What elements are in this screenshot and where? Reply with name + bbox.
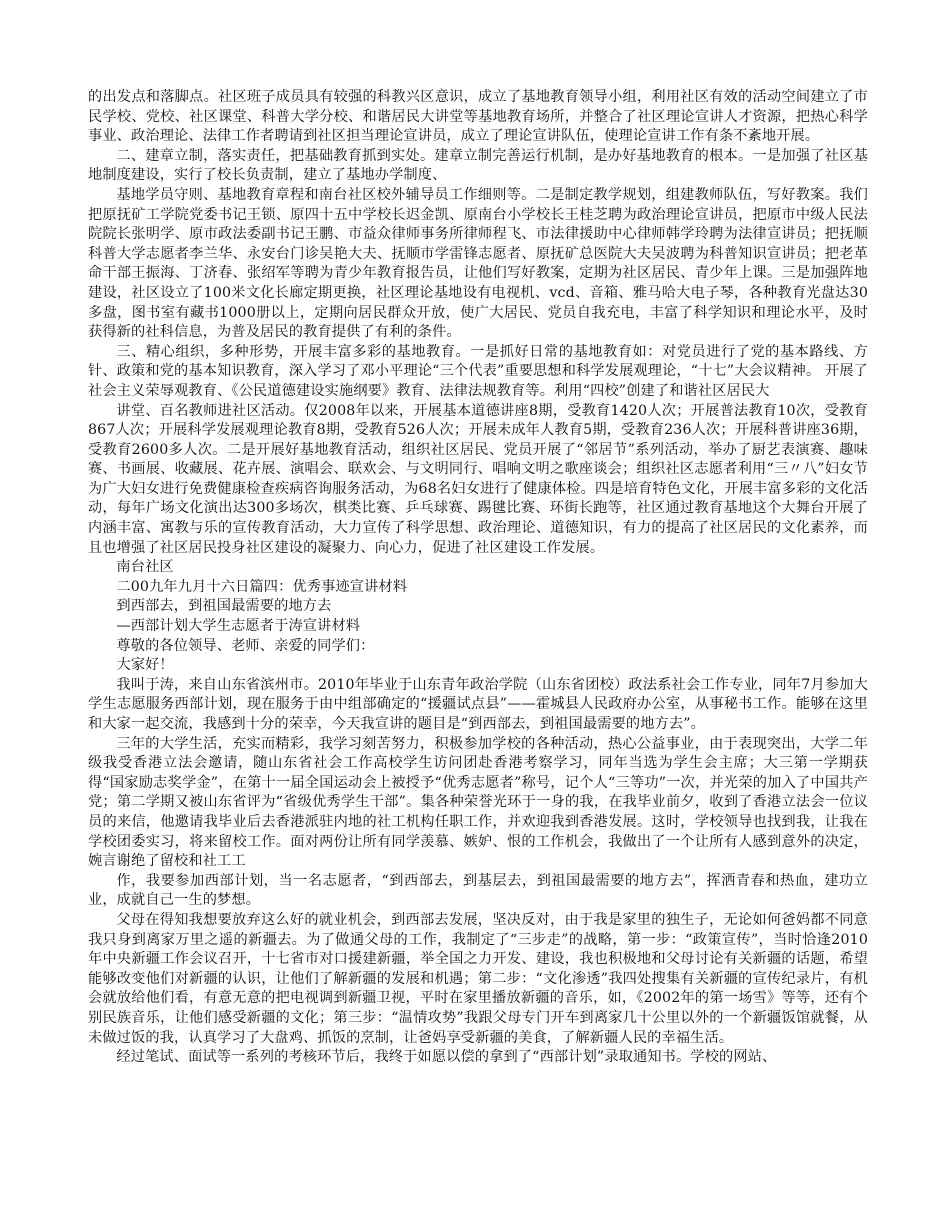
paragraph: 经过笔试、面试等一系列的考核环节后，我终于如愿以偿的拿到了“西部计划”录取通知书。学校的网站、 (116, 1049, 777, 1066)
salutation: 尊敬的各位领导、老师、亲爱的同学们： (116, 637, 375, 654)
paragraph: 三、精心组织，多种形势，开展丰富多彩的基地教育。一是抓好日常的基地教育如：对党员进行了党的基本路线、方针、政策和党的基本知识教育，深入学习了邓小平理论“三个代表”重要思想和科学发展观理论，“十七”大会议精神。 开展了社会主义荣辱观教育、《公民道德建设实施纲要》教育、法律法规教育等。利用“四校”创建了和谐社区居民大 (88, 343, 868, 399)
greeting: 大家好！ (116, 657, 174, 674)
signature-line: 南台社区 (116, 559, 174, 576)
paragraph: 三年的大学生活，充实而精彩，我学习刻苦努力，积极参加学校的各种活动，热心公益事业，由于表现突出，大学二年级我受香港立法会邀请，随山东省社会工作高校学生访问团赴香港考察学习，同年当选为学生会主席；大三第一学期获得“国家励志奖学金”，在第十一届全国运动会上被授予“优秀志愿者”称号，记个人“三等功”一次，并光荣的加入了中国共产党；第二学期又被山东省评为“省级优秀学生干部”。集各种荣誉光环于一身的我，在我毕业前夕，收到了香港立法会一位议员的来信，他邀请我毕业后去香港派驻内地的社工机构任职工作，并欢迎我到香港发展。这时，学校领导也找到我，让我在学校团委实习，将来留校工作。面对两份让所有同学羡慕、嫉妒、恨的工作机会，我做出了一个让所有人感到意外的决定，婉言谢绝了留校和社工工 (88, 735, 868, 870)
speech-title: 到西部去，到祖国最需要的地方去 (116, 598, 332, 615)
paragraph: 我叫于涛，来自山东省滨州市。2010年毕业于山东青年政治学院（山东省团校）政法系社会工作专业，同年7月参加大学生志愿服务西部计划，现在服务于由中组部确定的“援疆试点县”——霍城县人民政府办公室，从事秘书工作。能够在这里和大家一起交流，我感到十分的荣幸，今天我宣讲的题目是“到西部去，到祖国最需要的地方去”。 (88, 676, 868, 732)
paragraph: 作，我要参加西部计划，当一名志愿者，“到西部去，到基层去，到祖国最需要的地方去”，挥洒青春和热血，建功立业，成就自己一生的梦想。 (88, 872, 868, 909)
paragraph: 的出发点和落脚点。社区班子成员具有较强的科教兴区意识，成立了基地教育领导小组，利用社区有效的活动空间建立了市民学校、党校、社区课堂、科普大学分校、和谐居民大讲堂等基地教育场所，并整合了社区理论宣讲人才资源，把热心科学事业、政治理论、法律工作者聘请到社区担当理论宣讲员，成立了理论宣讲队伍，使理论宣讲工作有条不紊地开展。 (88, 89, 868, 145)
speech-subtitle: —西部计划大学生志愿者于涛宣讲材料 (116, 618, 361, 635)
paragraph: 讲堂、百名教师进社区活动。仅2008年以来，开展基本道德讲座8期，受教育1420人次；开展普法教育10次，受教育867人次；开展科学发展观理论教育8期，受教育526人次；开展未成年人教育5期，受教育236人次；开展科普讲座36期，受教育2600多人次。二是开展好基地教育活动，组织社区居民、党员开展了“邻居节”系列活动，举办了厨艺表演赛、趣味赛、书画展、收藏展、花卉展、演唱会、联欢会、与文明同行、唱响文明之歌座谈会；组织社区志愿者利用“三〃八”妇女节为广大妇女进行免费健康检查疾病咨询服务活动，为68名妇女进行了健康体检。四是培育特色文化，开展丰富多彩的文化活动，每年广场文化演出达300多场次，棋类比赛、乒乓球赛、踢毽比赛、环街长跑等，社区通过教育基地这个大舞台开展了内涵丰富、寓教与乐的宣传教育活动，大力宣传了科学思想、政治理论、道德知识，有力的提高了社区居民的文化素养，而且也增强了社区居民投身社区建设的凝聚力、向心力，促进了社区建设工作发展。 (88, 402, 868, 556)
paragraph: 父母在得知我想要放弃这么好的就业机会，到西部去发展，坚决反对，由于我是家里的独生子，无论如何爸妈都不同意我只身到离家万里之遥的新疆去。为了做通父母的工作，我制定了“三步走”的战略，第一步：“政策宣传”，当时恰逢2010年中央新疆工作会议召开，十七省市对口援建新疆，举全国之力开发、建设，我也积极地和父母讨论有关新疆的话题，希望能够改变他们对新疆的认识，让他们了解新疆的发展和机遇；第二步：“文化渗透”我四处搜集有关新疆的宣传纪录片，有机会就放给他们看，有意无意的把电视调到新疆卫视，平时在家里播放新疆的音乐，如，《2002年的第一场雪》等等，还有个别民族音乐，让他们感受新疆的文化；第三步：“温情攻势”我跟父母专门开车到离家几十公里以外的一个新疆饭馆就餐，从未做过饭的我，认真学习了大盘鸡、抓饭的烹制，让爸妈享受新疆的美食，了解新疆人民的幸福生活。 (88, 911, 868, 1046)
paragraph: 基地学员守则、基地教育章程和南台社区校外辅导员工作细则等。二是制定教学规划，组建教师队伍，写好教案。我们把原抚矿工学院党委书记王锁、原四十五中学校长迟金凯、原南台小学校长王桂芝聘为政治理论宣讲员，把原市中级人民法院院长张明学、原市政法委副书记王鹏、市益众律师事务所律师程飞、市法律援助中心律师韩学玲聘为法律宣讲员；把抚顺科普大学志愿者李兰华、永安台门诊吴艳大夫、抚顺市学雷锋志愿者、原抚矿总医院大夫吴波聘为科普知识宣讲员；把老革命干部王振海、丁济春、张绍军等聘为青少年教育报告员，让他们写好教案，定期为社区居民、青少年上课。三是加强阵地建设，社区设立了100米文化长廊定期更换，社区理论基地设有电视机、vcd、音箱、雅马哈大电子琴，各种教育光盘达30多盘，图书室有藏书1000册以上，定期向居民群众开放，使广大居民、党员自我充电，丰富了科学知识和理论水平，及时获得新的社科信息，为普及居民的教育提供了有利的条件。 (88, 186, 868, 341)
document-page (88, 88, 868, 1068)
paragraph: 二、建章立制，落实责任，把基础教育抓到实处。建章立制完善运行机制，是办好基地教育的根本。一是加强了社区基地制度建设，实行了校长负责制，建立了基地办学制度、 (88, 147, 868, 184)
date-and-section-heading: 二00九年九月十六日篇四：优秀事迹宣讲材料 (116, 578, 408, 595)
